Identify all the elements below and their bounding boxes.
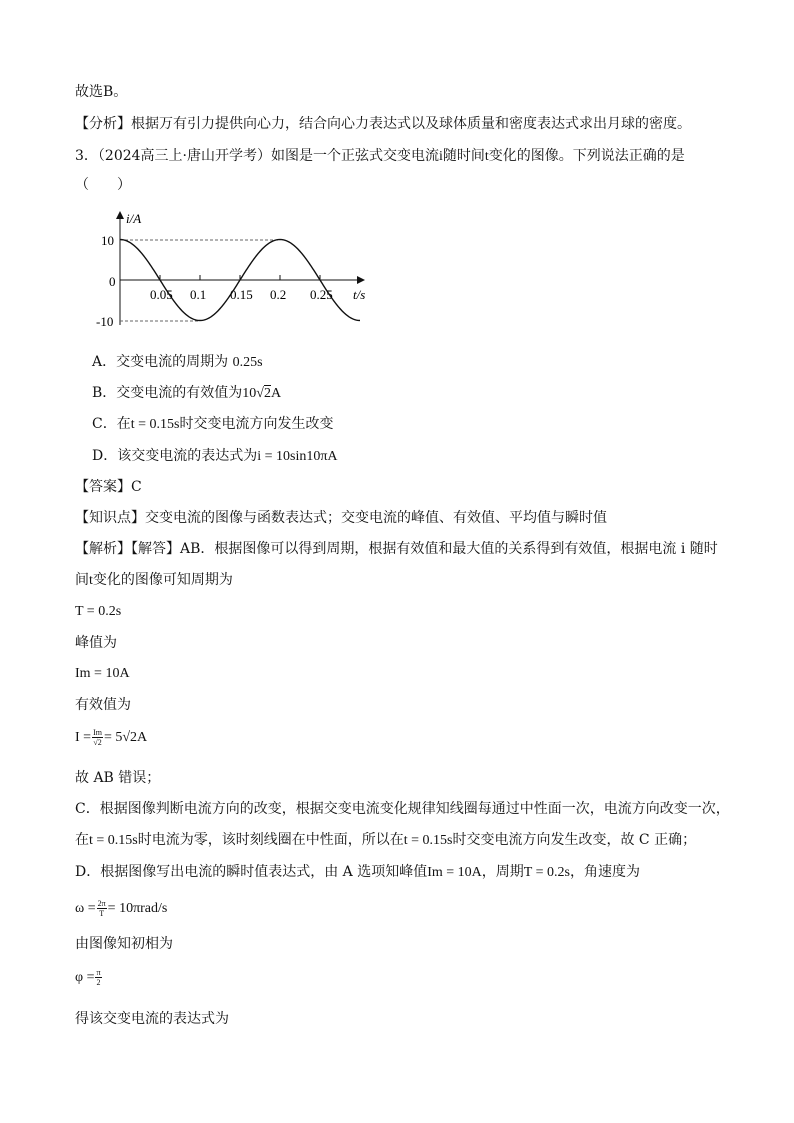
option-b-value: 10√2A bbox=[242, 386, 282, 401]
text-line: 故选B。 bbox=[75, 84, 128, 100]
option-d[interactable] bbox=[92, 446, 338, 467]
x-axis-label: t/s bbox=[353, 287, 366, 302]
solution-line: C．根据图像判断电流方向的改变，根据交变电流变化规律知线圈每通过中性面一次，电流方向改变一次， bbox=[75, 801, 730, 817]
equation-effective: I = $\frac{Im}{√2}$ = 5√2A bbox=[75, 728, 148, 748]
y-tick-label: 0 bbox=[109, 274, 116, 289]
sine-chart bbox=[95, 205, 395, 335]
knowledge-line: 【知识点】交变电流的图像与函数表达式；交变电流的峰值、有效值、平均值与瞬时值 bbox=[75, 510, 607, 526]
solution-line: 【解析】【解答】AB．根据图像可以得到周期，根据有效值和最大值的关系得到有效值，根据电流 i 随时 bbox=[75, 541, 718, 557]
x-tick-label: 0.1 bbox=[190, 287, 207, 302]
var-t: t bbox=[484, 149, 489, 164]
equation-phase: φ = $\frac{\pi}{2}$ bbox=[75, 968, 101, 988]
option-d-text: D．该交变电流的表达式为 bbox=[92, 448, 258, 464]
equation-period: T = 0.2s bbox=[75, 604, 122, 619]
answer-line: 【答案】C bbox=[75, 479, 142, 495]
x-tick-label: 0.2 bbox=[270, 287, 287, 302]
option-b-text: B．交变电流的有效值为 bbox=[92, 385, 243, 401]
y-tick-label: -10 bbox=[96, 314, 114, 329]
effective-label: 有效值为 bbox=[75, 697, 131, 713]
option-c-text: 时交变电流方向发生改变 bbox=[179, 416, 334, 432]
x-tick-label: 0.05 bbox=[150, 287, 173, 302]
solution-line: 在t = 0.15s时电流为零，该时刻线圈在中性面，所以在t = 0.15s时交变电流方向发生改变，故 C 正确； bbox=[75, 832, 697, 848]
answer-bracket: （ ） bbox=[75, 177, 131, 193]
option-a[interactable] bbox=[92, 352, 263, 373]
solution-line: D．根据图像写出电流的瞬时值表达式，由 A 选项知峰值Im = 10A，周期T = 0.2s，角速度为 bbox=[75, 864, 640, 880]
phase-label: 由图像知初相为 bbox=[75, 936, 173, 952]
y-tick-label: 10 bbox=[101, 233, 114, 248]
option-c-equation: t = 0.15s bbox=[130, 417, 180, 432]
question-text: 变化的图像。下列说法正确的是 bbox=[488, 148, 685, 164]
solution-line: 故 AB 错误； bbox=[75, 770, 161, 786]
question-text: 随时间 bbox=[442, 148, 485, 164]
equation-omega: ω = $\frac{2\pi}{T}$ = 10πrad/s bbox=[75, 899, 168, 919]
solution-line: 间t变化的图像可知周期为 bbox=[75, 572, 233, 588]
option-a-value: 0.25s bbox=[232, 355, 263, 370]
option-d-equation: i = 10sin10πA bbox=[257, 449, 338, 464]
peak-label: 峰值为 bbox=[75, 635, 117, 651]
equation-peak: Im = 10A bbox=[75, 666, 130, 681]
question-text: 3．（2024高三上·唐山开学考）如图是一个正弦式交变电流 bbox=[75, 148, 439, 164]
question-stem bbox=[75, 146, 685, 167]
option-a-text: A．交变电流的周期为 bbox=[92, 354, 233, 370]
var-i: i bbox=[439, 149, 443, 164]
x-tick-label: 0.15 bbox=[230, 287, 253, 302]
option-b[interactable] bbox=[92, 383, 281, 404]
x-tick-label: 0.25 bbox=[310, 287, 333, 302]
y-axis-label: i/A bbox=[126, 211, 142, 226]
option-c-text: C．在 bbox=[92, 416, 131, 432]
analysis-note: 【分析】根据万有引力提供向心力，结合向心力表达式以及球体质量和密度表达式求出月球的密度。 bbox=[75, 116, 691, 132]
solution-line: 得该交变电流的表达式为 bbox=[75, 1011, 229, 1027]
option-c[interactable] bbox=[92, 414, 333, 435]
